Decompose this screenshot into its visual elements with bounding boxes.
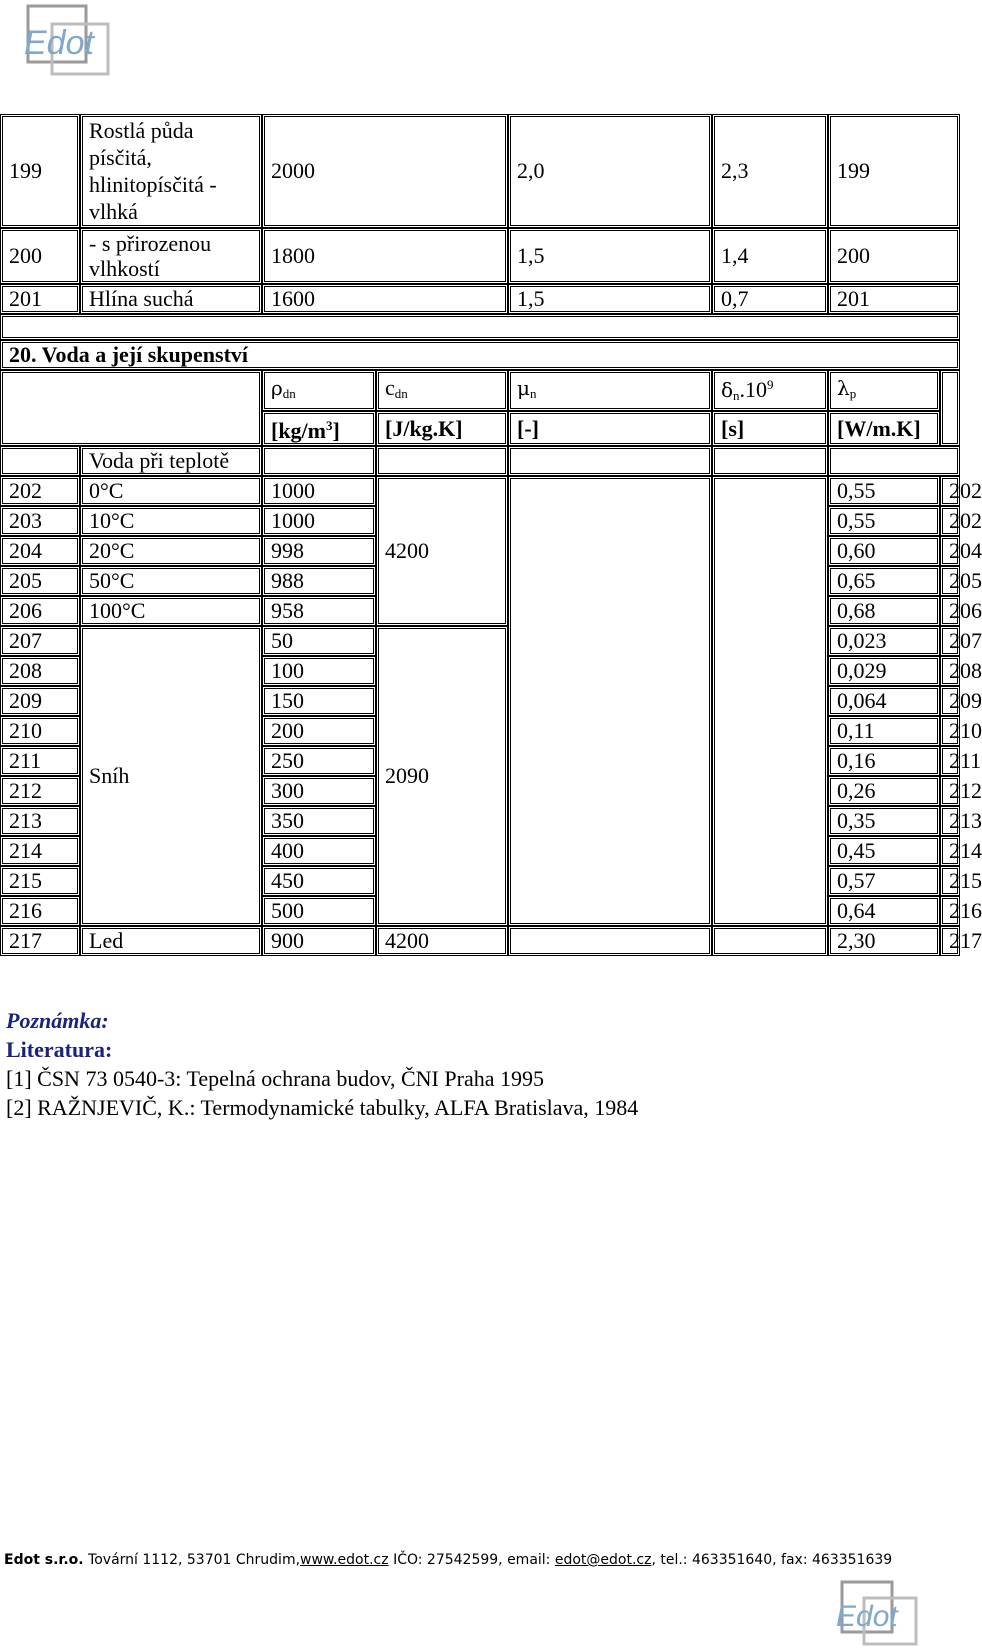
lambda-value: 0,65 xyxy=(828,566,940,596)
row-number: 200 xyxy=(0,228,80,284)
lambda-value: 0,55 xyxy=(828,476,940,506)
row-number: 207 xyxy=(0,626,80,656)
row-number: 199 xyxy=(0,114,80,228)
section-title: 20. Voda a její skupenství xyxy=(0,340,960,370)
density-value: 1000 xyxy=(262,476,376,506)
table-row xyxy=(0,284,960,314)
row-number: 201 xyxy=(0,284,80,314)
material-name: Hlína suchá xyxy=(80,284,262,314)
edot-logo-top xyxy=(8,2,118,78)
lambda-value: 0,60 xyxy=(828,536,940,566)
ref-number: 205 xyxy=(940,566,960,596)
water-temperature: 50°C xyxy=(80,566,262,596)
water-temperature: 20°C xyxy=(80,536,262,566)
header-mu: $\mu_n$ xyxy=(508,370,712,411)
ref-number: 209 xyxy=(940,686,960,716)
density-value: 988 xyxy=(262,566,376,596)
table-row xyxy=(0,926,960,956)
lambda-value: 0,68 xyxy=(828,596,940,626)
ref-number: 207 xyxy=(940,626,960,656)
density-value: 150 xyxy=(262,686,376,716)
row-number: 215 xyxy=(0,866,80,896)
table-row xyxy=(0,476,960,506)
ref-number: 217 xyxy=(940,926,960,956)
snow-label: Sníh xyxy=(80,626,262,926)
row-number: 209 xyxy=(0,686,80,716)
header-lambda: $\lambda_p$ xyxy=(828,370,940,411)
row-number: 205 xyxy=(0,566,80,596)
unit-c: [J/kg.K] xyxy=(376,411,508,446)
density-value: 350 xyxy=(262,806,376,836)
lambda-value: 0,11 xyxy=(828,716,940,746)
density-value: 100 xyxy=(262,656,376,686)
specific-heat-value: 2090 xyxy=(376,626,508,926)
row-number: 203 xyxy=(0,506,80,536)
water-label-row xyxy=(0,446,960,476)
density-value: 500 xyxy=(262,896,376,926)
density-value: 450 xyxy=(262,866,376,896)
row-number: 211 xyxy=(0,746,80,776)
ref-number: 214 xyxy=(940,836,960,866)
page-footer xyxy=(4,1552,892,1568)
row-number: 206 xyxy=(0,596,80,626)
row-number: 204 xyxy=(0,536,80,566)
ref-number: 202 xyxy=(940,506,960,536)
footer-company: Edot s.r.o. xyxy=(4,1552,84,1568)
material-name: Led xyxy=(80,926,262,956)
footer-web-link[interactable]: www.edot.cz xyxy=(300,1552,389,1568)
ref-number: 212 xyxy=(940,776,960,806)
specific-heat-value: 4200 xyxy=(376,926,508,956)
ref-number: 201 xyxy=(828,284,960,314)
row-number: 202 xyxy=(0,476,80,506)
row-number: 216 xyxy=(0,896,80,926)
spacer-row xyxy=(0,314,960,340)
density-value: 2000 xyxy=(262,114,508,228)
ref-number: 215 xyxy=(940,866,960,896)
header-delta: $\delta_n.10^9$ xyxy=(712,370,828,411)
row-number: 208 xyxy=(0,656,80,686)
lambda-value: 0,64 xyxy=(828,896,940,926)
lambda-value: 0,57 xyxy=(828,866,940,896)
mu-value: 1,5 xyxy=(508,284,712,314)
header-rho: $\rho_{dn}$ xyxy=(262,370,376,411)
material-name: Rostlá půda písčitá, hlinitopísčitá - vlhká xyxy=(80,114,262,228)
material-name: - s přirozenou vlhkostí xyxy=(80,228,262,284)
density-value: 300 xyxy=(262,776,376,806)
ref-number: 216 xyxy=(940,896,960,926)
unit-lambda: [W/m.K] xyxy=(828,411,940,446)
water-label: Voda při teplotě xyxy=(80,446,262,476)
density-value: 998 xyxy=(262,536,376,566)
ref-number: 204 xyxy=(940,536,960,566)
svg-text:Edot: Edot xyxy=(24,24,94,62)
reference-1: [1] ČSN 73 0540-3: Tepelná ochrana budov, ČNI Praha 1995 xyxy=(6,1066,544,1091)
row-number: 212 xyxy=(0,776,80,806)
lambda-value: 1,4 xyxy=(712,228,828,284)
density-value: 1000 xyxy=(262,506,376,536)
ref-number: 213 xyxy=(940,806,960,836)
row-number: 213 xyxy=(0,806,80,836)
lambda-value: 0,064 xyxy=(828,686,940,716)
density-value: 1800 xyxy=(262,228,508,284)
density-value: 250 xyxy=(262,746,376,776)
ref-number: 208 xyxy=(940,656,960,686)
literature-heading: Literatura: xyxy=(6,1037,113,1062)
water-temperature: 100°C xyxy=(80,596,262,626)
ref-number: 210 xyxy=(940,716,960,746)
mu-value: 1,5 xyxy=(508,228,712,284)
density-value: 400 xyxy=(262,836,376,866)
edot-logo-bottom xyxy=(824,1578,922,1648)
ref-number: 202 xyxy=(940,476,960,506)
unit-delta: [s] xyxy=(712,411,828,446)
ref-number: 199 xyxy=(828,114,960,228)
water-temperature: 10°C xyxy=(80,506,262,536)
water-temperature: 0°C xyxy=(80,476,262,506)
footer-ico: IČO: 27542599, email: xyxy=(393,1552,551,1568)
table-row xyxy=(0,114,960,228)
footer-tel: , tel.: 463351640, fax: 463351639 xyxy=(651,1552,893,1568)
header-row-symbols xyxy=(0,370,960,411)
density-value: 1600 xyxy=(262,284,508,314)
note-heading: Poznámka: xyxy=(6,1008,109,1033)
lambda-value: 0,45 xyxy=(828,836,940,866)
lambda-value: 0,029 xyxy=(828,656,940,686)
unit-mu: [-] xyxy=(508,411,712,446)
lambda-value: 0,023 xyxy=(828,626,940,656)
ref-number: 211 xyxy=(940,746,960,776)
lambda-value: 0,35 xyxy=(828,806,940,836)
lambda-value: 2,3 xyxy=(712,114,828,228)
mu-value: 2,0 xyxy=(508,114,712,228)
ref-number: 206 xyxy=(940,596,960,626)
materials-table xyxy=(0,114,982,956)
footer-address: Tovární 1112, 53701 Chrudim, xyxy=(88,1552,301,1568)
header-c: $c_{dn}$ xyxy=(376,370,508,411)
density-value: 200 xyxy=(262,716,376,746)
row-number: 214 xyxy=(0,836,80,866)
footer-email-link[interactable]: edot@edot.cz xyxy=(554,1552,652,1568)
notes-section xyxy=(6,1006,638,1122)
svg-text:Edot: Edot xyxy=(836,1600,898,1633)
specific-heat-value: 4200 xyxy=(376,476,508,626)
lambda-value: 0,26 xyxy=(828,776,940,806)
lambda-value: 2,30 xyxy=(828,926,940,956)
lambda-value: 0,16 xyxy=(828,746,940,776)
row-number: 217 xyxy=(0,926,80,956)
density-value: 50 xyxy=(262,626,376,656)
section-title-row xyxy=(0,340,960,370)
reference-2: [2] RAŽNJEVIČ, K.: Termodynamické tabulky, ALFA Bratislava, 1984 xyxy=(6,1095,639,1120)
density-value: 958 xyxy=(262,596,376,626)
lambda-value: 0,7 xyxy=(712,284,828,314)
table-row xyxy=(0,228,960,284)
ref-number: 200 xyxy=(828,228,960,284)
lambda-value: 0,55 xyxy=(828,506,940,536)
density-value: 900 xyxy=(262,926,376,956)
row-number: 210 xyxy=(0,716,80,746)
unit-rho: $[kg/m^3]$ xyxy=(262,411,376,446)
